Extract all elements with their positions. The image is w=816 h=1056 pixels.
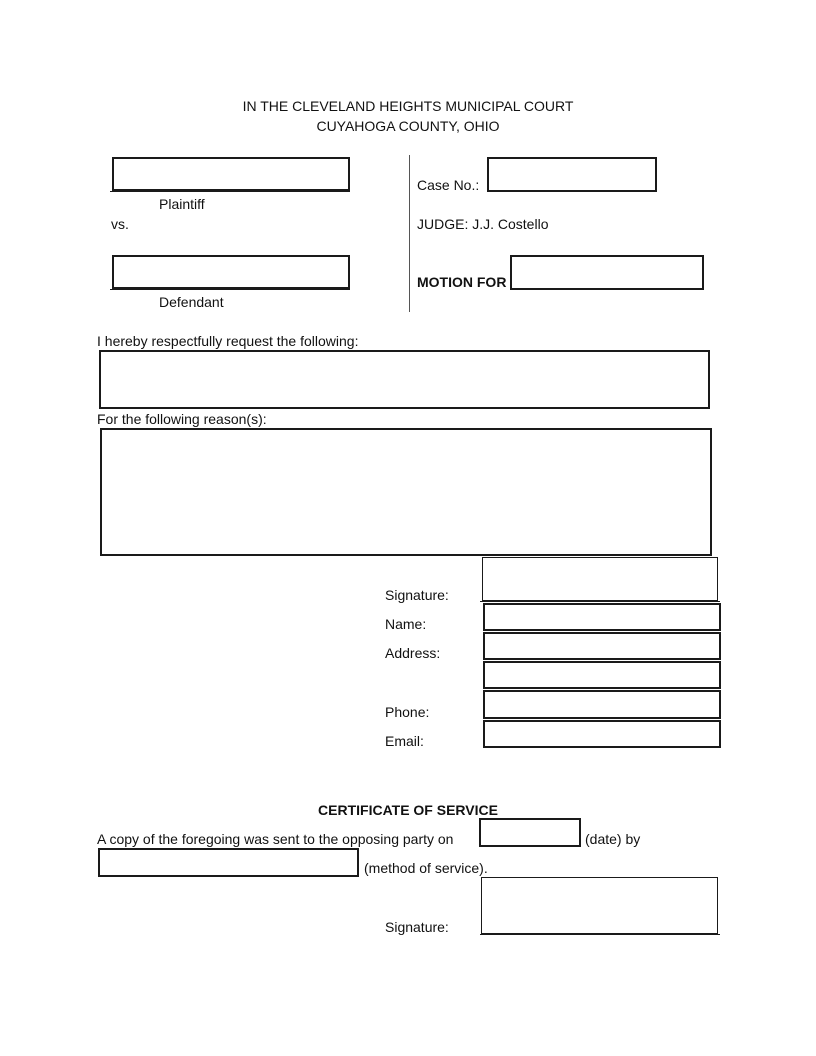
signature-underline (480, 601, 720, 602)
name-label: Name: (385, 616, 427, 632)
judge-label: JUDGE: J.J. Costello (417, 216, 549, 232)
address-label: Address: (385, 645, 441, 661)
reasons-label: For the following reason(s): (97, 411, 267, 427)
email-label: Email: (385, 733, 424, 749)
date-suffix-label: (date) by (585, 831, 641, 847)
motion-for-label: MOTION FOR (417, 274, 507, 290)
case-no-label: Case No.: (417, 177, 480, 193)
address-field-line-2[interactable] (483, 661, 721, 689)
method-of-service-field[interactable] (98, 848, 359, 877)
defendant-label: Defendant (159, 294, 224, 310)
plaintiff-label: Plaintiff (159, 196, 205, 212)
certificate-signature-field[interactable] (481, 877, 718, 934)
court-title: IN THE CLEVELAND HEIGHTS MUNICIPAL COURT (242, 98, 574, 114)
email-field[interactable] (483, 720, 721, 748)
defendant-field[interactable] (112, 255, 350, 289)
method-suffix-label: (method of service). (364, 860, 488, 876)
case-no-field[interactable] (487, 157, 657, 192)
service-date-field[interactable] (479, 818, 581, 847)
address-field-line-1[interactable] (483, 632, 721, 660)
reasons-field[interactable] (100, 428, 712, 556)
request-label: I hereby respectfully request the following: (97, 333, 359, 349)
defendant-underline (110, 289, 350, 290)
county-title: CUYAHOGA COUNTY, OHIO (316, 118, 500, 134)
signature-field[interactable] (482, 557, 718, 601)
certificate-signature-label: Signature: (385, 919, 449, 935)
plaintiff-underline (110, 191, 350, 192)
vs-label: vs. (111, 216, 129, 232)
certificate-sentence: A copy of the foregoing was sent to the opposing party on (97, 831, 454, 847)
signature-label: Signature: (385, 587, 449, 603)
caption-divider (409, 155, 410, 312)
phone-label: Phone: (385, 704, 430, 720)
motion-for-field[interactable] (510, 255, 704, 290)
name-field[interactable] (483, 603, 721, 631)
certificate-signature-underline (480, 934, 720, 935)
request-field[interactable] (99, 350, 710, 409)
certificate-title: CERTIFICATE OF SERVICE (318, 802, 498, 818)
phone-field[interactable] (483, 690, 721, 719)
plaintiff-field[interactable] (112, 157, 350, 191)
